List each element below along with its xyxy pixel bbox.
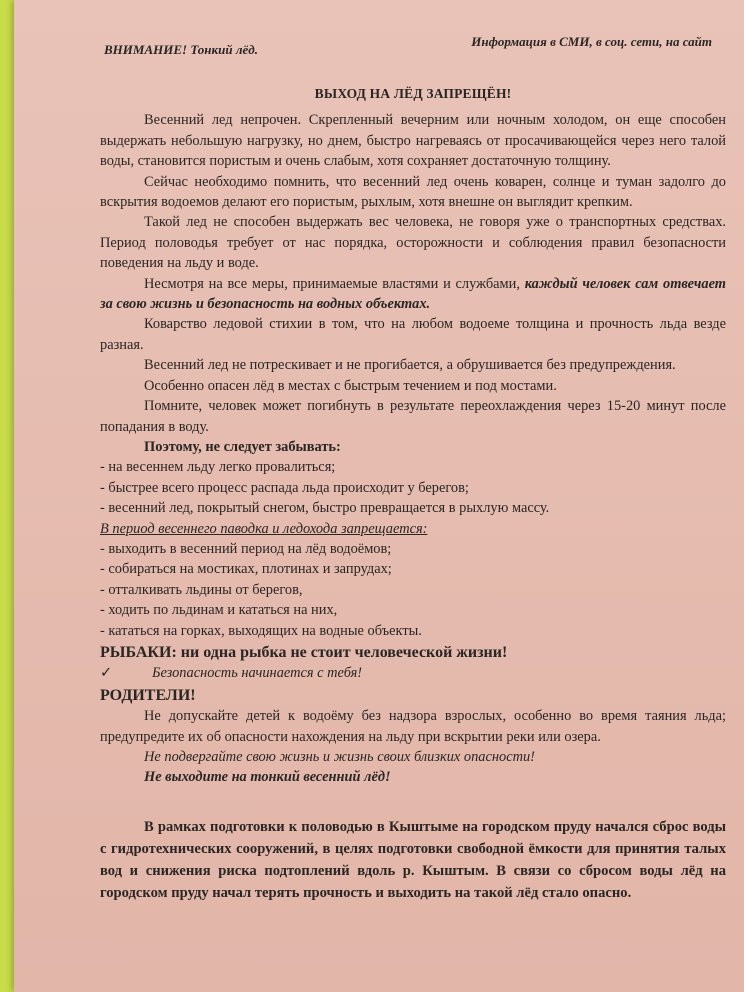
safety-slogan [100, 663, 726, 683]
parents-text: Не допускайте детей к водоёму без надзора взрослых, особенно во время таяния льда; предупредите их об опасности нахождения на льду при вскрытии реки или озера. [100, 708, 726, 745]
paragraph-4 [100, 274, 726, 315]
paragraph-3: Такой лед не способен выдержать вес человека, не говоря уже о транспортных средствах. Период половодья требует от нас порядка, осторожности и соблюдения правил безопасности поведения на льду и воде. [100, 214, 726, 272]
checkmark-icon: ✓ [100, 665, 113, 682]
header [100, 22, 726, 66]
remember-item-2: - быстрее всего процесс распада льда происходит у берегов; [100, 479, 469, 496]
paragraph-5: Коварство ледовой стихии в том, что на любом водоеме толщина и прочность льда везде разная. [100, 316, 726, 353]
paragraph-1: Весенний лед непрочен. Скрепленный вечерним или ночным холодом, он еще способен выдержать небольшую нагрузку, но днем, быстро нагреваясь от просачивающейся через него талой воды, становится пористым и очень слабым, хотя сохраняет достаточную толщину. [100, 112, 726, 170]
parents-heading: РОДИТЕЛИ! [100, 686, 196, 704]
paragraph-8: Помните, человек может погибнуть в результате переохлаждения через 15-20 минут после попадания в воду. [100, 398, 726, 435]
paragraph-4-emphasis: каждый человек сам отвечает за свою жизнь и безопасность на водных объектах. [100, 275, 726, 313]
paragraph-2: Сейчас необходимо помнить, что весенний лед очень коварен, солнце и туман задолго до вскрытия водоемов делают его пористым, рыхлым, хотя внешне он выглядит крепким. [100, 173, 726, 211]
header-warning: ВНИМАНИЕ! Тонкий лёд. [104, 42, 258, 57]
fishermen-warning: РЫБАКИ: ни одна рыбка не стоит человеческой жизни! [100, 643, 508, 661]
document-page [100, 22, 726, 904]
forbidden-item-3: - отталкивать льдины от берегов, [100, 581, 303, 598]
paragraph-4-start: Несмотря на все меры, принимаемые властями и службами, [144, 275, 525, 292]
forbidden-heading: В период весеннего паводка и ледохода запрещается: [100, 520, 428, 537]
final-notice: В рамках подготовки к половодью в Кыштыме на городском пруду начался сброс воды с гидротехнических сооружений, в целях подготовки свободной ёмкости для принятия талых вод и снижения риска подтоплений вдоль р. Кыштым. В связи со сбросом воды лёд на городском пруду начал терять прочность и выходить на такой лёд стало опасно. [100, 818, 726, 901]
parents-bold-note: Не выходите на тонкий весенний лёд! [144, 769, 391, 786]
document-title: ВЫХОД НА ЛЁД ЗАПРЕЩЁН! [314, 86, 512, 101]
forbidden-item-1: - выходить в весенний период на лёд водоёмов; [100, 540, 392, 557]
forbidden-item-5: - кататься на горках, выходящих на водные объекты. [100, 622, 422, 639]
paragraph-7: Особенно опасен лёд в местах с быстрым течением и под мостами. [144, 377, 557, 394]
remember-item-1: - на весеннем льду легко провалиться; [100, 459, 336, 476]
paragraph-6: Весенний лед не потрескивает и не прогибается, а обрушивается без предупреждения. [144, 357, 676, 374]
safety-slogan-text: Безопасность начинается с тебя! [152, 665, 363, 682]
remember-heading: Поэтому, не следует забывать: [144, 438, 341, 455]
forbidden-item-4: - ходить по льдинам и кататься на них, [100, 602, 338, 619]
header-distribution: Информация в СМИ, в соц. сети, на сайт [471, 34, 712, 49]
remember-item-3: - весенний лед, покрытый снегом, быстро превращается в рыхлую массу. [100, 500, 550, 517]
forbidden-item-2: - собираться на мостиках, плотинах и запрудах; [100, 561, 392, 578]
parents-italic-note: Не подвергайте свою жизнь и жизнь своих близких опасности! [144, 749, 535, 765]
paper-sheet [14, 0, 744, 992]
